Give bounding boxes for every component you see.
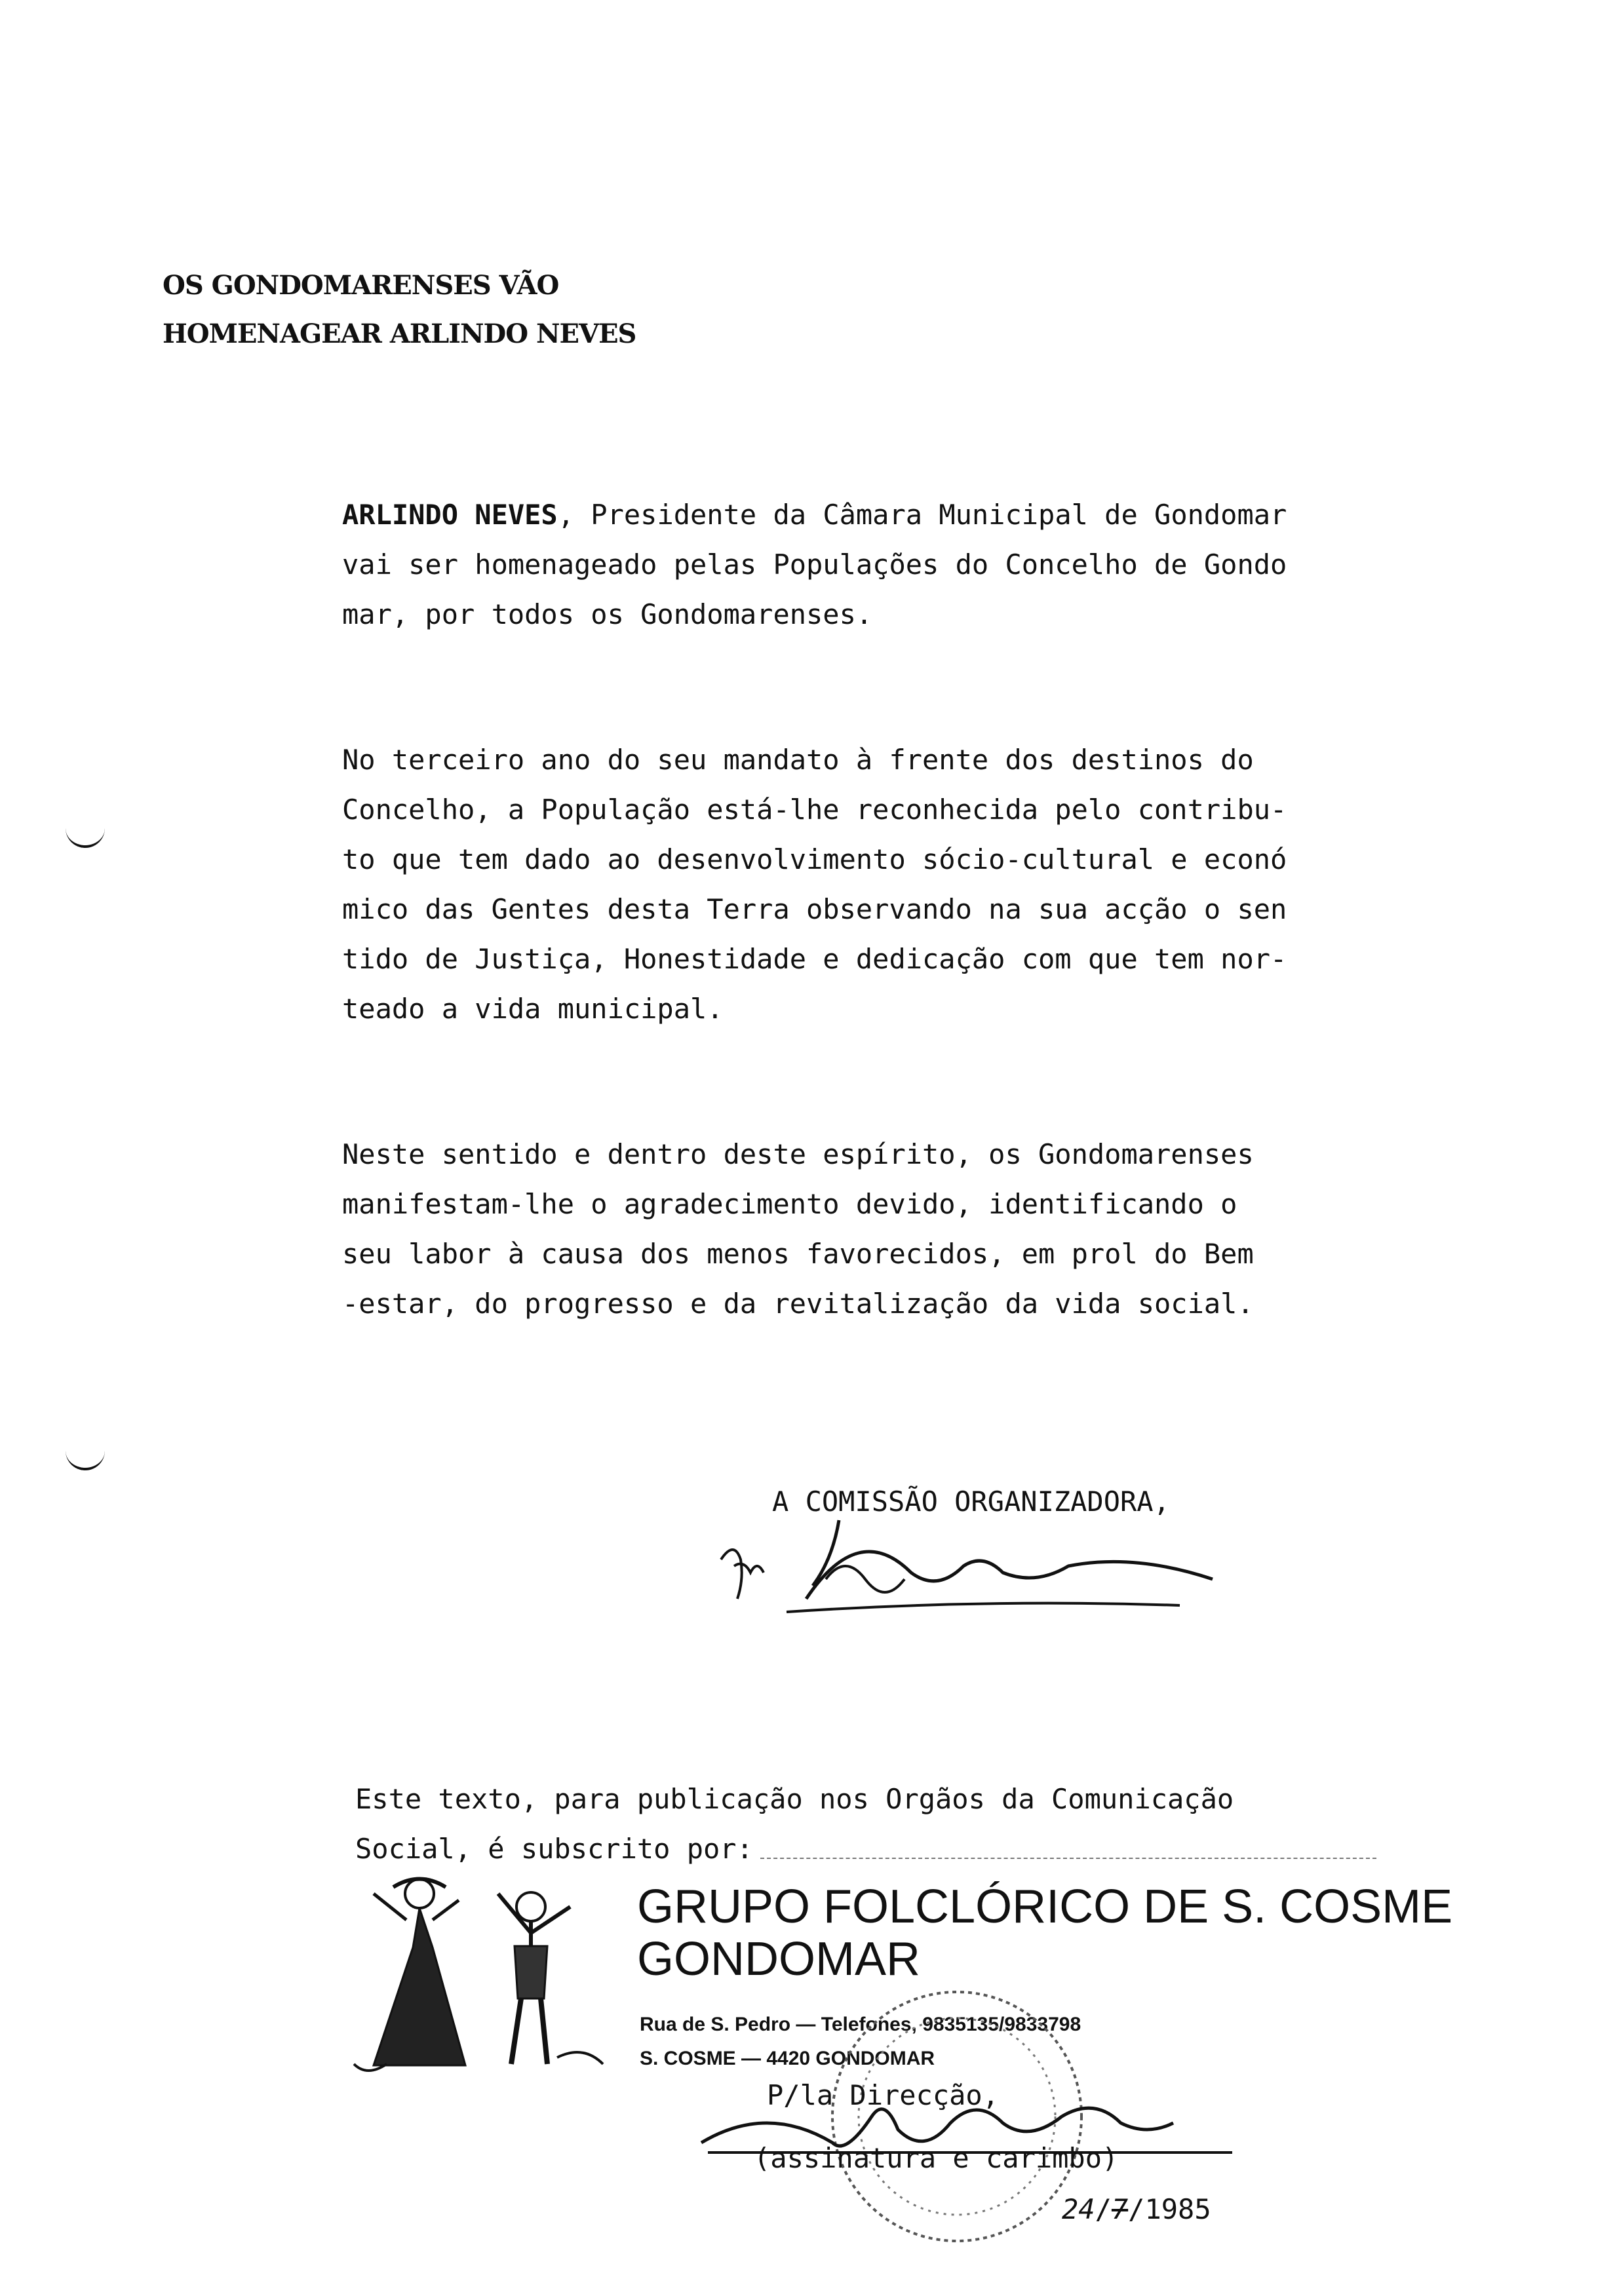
paragraph-gratitude	[342, 1130, 1325, 1329]
intro-line: vai ser homenageado pelas Populações do Concelho de Gondo	[342, 548, 1287, 581]
intro-line: mar, por todos os Gondomarenses.	[342, 598, 873, 630]
signature-caption: (assinatura e carimbo)	[754, 2142, 1119, 2174]
footer-dashed-rule	[760, 1858, 1376, 1859]
paragraph-mandate	[342, 735, 1325, 1034]
signoff: A COMISSÃO ORGANIZADORA,	[772, 1485, 1170, 1518]
title-line-1: OS GONDOMARENSES VÃO	[163, 270, 559, 301]
margin-mark	[66, 1442, 105, 1470]
intro-line: , Presidente da Câmara Municipal de Gondomar	[557, 499, 1287, 531]
group-name-line-1: GRUPO FOLCLÓRICO DE S. COSME	[637, 1881, 1453, 1933]
paragraph-line: Concelho, a População está-lhe reconhecida pelo contribu-	[342, 794, 1287, 826]
date-day: 24	[1062, 2193, 1095, 2225]
honoree-name: ARLINDO NEVES	[342, 499, 558, 531]
paragraph-line: Neste sentido e dentro deste espírito, os Gondomarenses	[342, 1138, 1254, 1170]
folk-dancers-illustration	[347, 1867, 616, 2084]
footer-line-1: Este texto, para publicação nos Orgãos da Comunicação	[355, 1783, 1234, 1815]
paragraph-line: tido de Justiça, Honestidade e dedicação com que tem nor-	[342, 943, 1287, 975]
title-line-2: HOMENAGEAR ARLINDO NEVES	[163, 318, 636, 349]
date-year: /1985	[1128, 2193, 1211, 2225]
group-name-line-2: GONDOMAR	[637, 1933, 920, 1985]
paragraph-line: teado a vida municipal.	[342, 993, 724, 1025]
signature-date: 24/7/1985	[1062, 2193, 1211, 2225]
committee-signature	[708, 1507, 1245, 1638]
date-month: 7	[1111, 2193, 1129, 2225]
direction-label: P/la Direcção,	[767, 2079, 1000, 2111]
address-line-2: S. COSME — 4420 GONDOMAR	[640, 2048, 935, 2069]
paragraph-line: to que tem dado ao desenvolvimento sócio-cultural e econó	[342, 843, 1287, 875]
paragraph-line: seu labor à causa dos menos favorecidos, em prol do Bem	[342, 1238, 1254, 1270]
address-line-1: Rua de S. Pedro — Telefones, 9835135/9833798	[640, 2014, 1081, 2035]
margin-mark	[66, 819, 105, 848]
footer-line-2: Social, é subscrito por:	[355, 1833, 753, 1865]
paragraph-line: manifestam-lhe o agradecimento devido, identificando o	[342, 1188, 1237, 1220]
paragraph-line: mico das Gentes desta Terra observando na sua acção o sen	[342, 893, 1287, 925]
intro-paragraph	[342, 490, 1325, 640]
paragraph-line: -estar, do progresso e da revitalização da vida social.	[342, 1288, 1254, 1320]
paragraph-line: No terceiro ano do seu mandato à frente dos destinos do	[342, 744, 1254, 776]
